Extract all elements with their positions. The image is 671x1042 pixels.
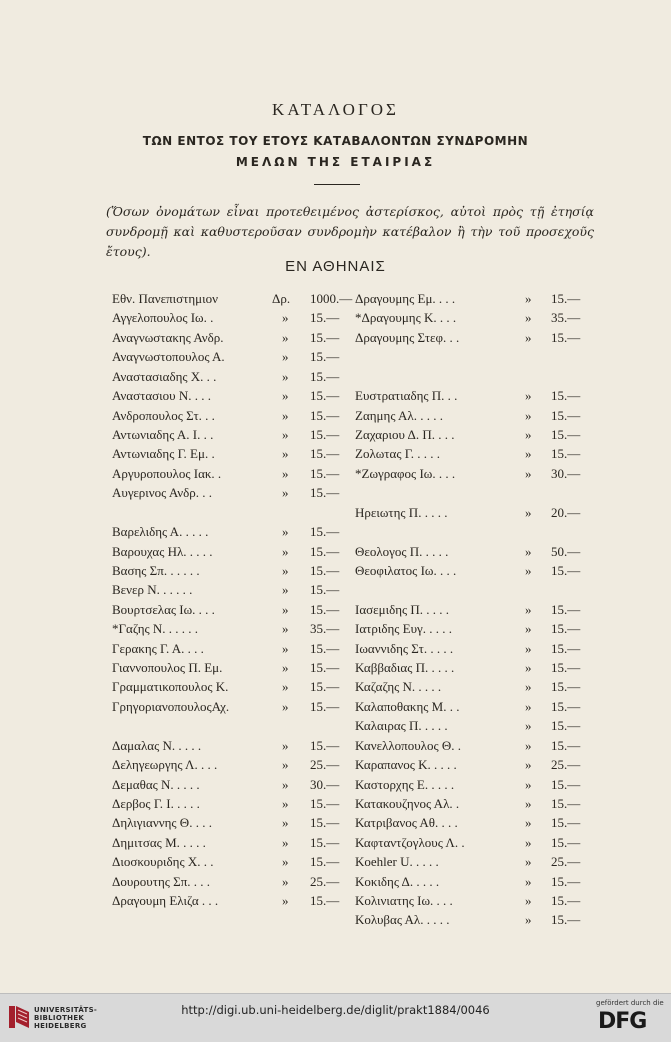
list-item — [112, 874, 348, 892]
currency-mark: » — [282, 368, 289, 384]
list-item — [355, 310, 591, 328]
amount-paid: 15.— — [551, 446, 581, 462]
currency-mark: » — [282, 640, 289, 656]
member-name: Γιαννοπουλος Π. Εμ. — [112, 660, 223, 675]
list-item — [112, 796, 348, 814]
amount-paid: 15.— — [551, 329, 581, 345]
member-name: Βασης Σπ. . . . . . — [112, 562, 200, 578]
currency-mark: » — [282, 776, 289, 792]
list-item — [112, 485, 348, 503]
page-url-link[interactable]: http://digi.ub.uni-heidelberg.de/diglit/prakt1884/0046 — [181, 1003, 490, 1017]
member-name: Δημιτσας Μ. . . . . — [112, 834, 206, 850]
currency-mark: » — [525, 562, 532, 578]
catalog-subtitle-2: ΜΕΛΩΝ ΤΗΣ ΕΤΑΙΡΙΑΣ — [235, 155, 436, 169]
member-name: Εθν. Πανεπιστημιον — [112, 291, 219, 306]
currency-mark: » — [525, 776, 532, 792]
list-item — [112, 388, 348, 406]
amount-paid: 15.— — [310, 465, 340, 481]
list-item — [112, 602, 348, 620]
member-name: Αυγερινος Ανδρ. . . — [112, 485, 213, 501]
list-item — [355, 621, 591, 639]
amount-paid: 15.— — [310, 407, 340, 423]
amount-paid: 15.— — [551, 718, 581, 734]
currency-mark: » — [525, 795, 532, 811]
currency-mark: » — [525, 407, 532, 423]
list-item — [112, 679, 348, 697]
amount-paid: 30.— — [310, 776, 340, 792]
dfg-logo: DFG — [598, 1009, 647, 1034]
member-name: Βαρελιδης Α. . . . . — [112, 524, 209, 539]
amount-paid: 15.— — [310, 446, 340, 462]
amount-paid: 15.— — [310, 737, 340, 753]
amount-paid: 1000.— — [310, 291, 353, 306]
member-name: Ιατριδης Ευγ. . . . . — [355, 621, 453, 637]
list-item — [355, 408, 591, 426]
list-item — [355, 291, 591, 309]
member-name: *Γαζης Ν. . . . . . — [112, 621, 199, 637]
member-name: Αργυροπουλος Ιακ. . — [112, 465, 222, 481]
amount-paid: 15.— — [310, 660, 340, 675]
currency-mark: » — [282, 524, 289, 539]
divider-rule — [314, 184, 360, 185]
member-name: Κανελλοπουλος Θ. . — [355, 737, 461, 753]
amount-paid: 15.— — [551, 776, 581, 792]
list-item — [112, 854, 348, 872]
list-item — [355, 330, 591, 348]
list-item — [355, 602, 591, 620]
currency-mark: » — [525, 737, 532, 753]
amount-paid: 15.— — [310, 388, 340, 404]
currency-mark: » — [282, 698, 289, 714]
list-item — [112, 777, 348, 795]
list-item — [355, 874, 591, 892]
amount-paid: 15.— — [310, 795, 340, 811]
list-item — [355, 699, 591, 717]
list-item — [355, 466, 591, 484]
amount-paid: 15.— — [551, 873, 581, 889]
member-name: Βενερ Ν. . . . . . — [112, 582, 193, 598]
list-item — [112, 408, 348, 426]
member-name: Κοκιδης Δ. . . . . — [355, 873, 440, 889]
member-name: Δηλιγιαννης Θ. . . . — [112, 815, 212, 831]
member-name: Αγγελοπουλος Ιω. . — [112, 310, 214, 326]
amount-paid: 15.— — [551, 679, 581, 695]
currency-mark: » — [282, 446, 289, 462]
member-name: Ζολωτας Γ. . . . . — [355, 446, 440, 462]
list-item — [355, 815, 591, 833]
amount-paid: 25.— — [551, 854, 581, 870]
list-item — [355, 505, 591, 523]
amount-paid: 15.— — [551, 737, 581, 753]
amount-paid: 25.— — [551, 757, 581, 773]
currency-mark: Δρ. — [272, 291, 291, 306]
currency-mark: » — [525, 543, 532, 559]
currency-mark: » — [525, 660, 532, 675]
member-name: *Ζωγραφος Ιω. . . . — [355, 465, 456, 481]
amount-paid: 15.— — [310, 854, 340, 870]
currency-mark: » — [525, 621, 532, 637]
catalog-title: ΚΑΤΑΛΟΓΟΣ — [272, 100, 399, 119]
amount-paid: 15.— — [551, 407, 581, 423]
amount-paid: 15.— — [551, 291, 581, 306]
member-name: Γερακης Γ. Α. . . . — [112, 640, 204, 656]
amount-paid: 15.— — [310, 562, 340, 578]
member-name: Καφταντζογλους Λ. . — [355, 834, 465, 850]
currency-mark: » — [282, 388, 289, 404]
list-item — [355, 544, 591, 562]
amount-paid: 15.— — [551, 621, 581, 637]
list-item — [355, 427, 591, 445]
currency-mark: » — [525, 834, 532, 850]
member-name: Koehler U. . . . . — [355, 854, 439, 870]
list-item — [112, 524, 348, 542]
currency-mark: » — [282, 407, 289, 423]
member-name: *Δραγουμης Κ. . . . — [355, 310, 457, 326]
list-item — [112, 544, 348, 562]
list-item — [355, 718, 591, 736]
currency-mark: » — [282, 757, 289, 773]
currency-mark: » — [282, 873, 289, 889]
list-item — [112, 310, 348, 328]
currency-mark: » — [282, 543, 289, 559]
amount-paid: 15.— — [310, 426, 340, 442]
member-name: Δραγουμης Εμ. . . . — [355, 291, 456, 306]
member-name: Δραγουμης Στεφ. . . — [355, 329, 460, 345]
list-item — [355, 563, 591, 581]
currency-mark: » — [282, 349, 289, 365]
member-name: Κολυβας Αλ. . . . . — [355, 912, 450, 928]
member-name: Ηρειωτης Π. . . . . — [355, 504, 448, 520]
member-name: Κατριβανος Αθ. . . . — [355, 815, 458, 831]
currency-mark: » — [282, 562, 289, 578]
currency-mark: » — [525, 426, 532, 442]
currency-mark: » — [525, 446, 532, 462]
amount-paid: 15.— — [551, 698, 581, 714]
member-name: Ζαχαριου Δ. Π. . . . — [355, 426, 455, 442]
currency-mark: » — [525, 640, 532, 656]
list-item — [355, 893, 591, 911]
amount-paid: 15.— — [310, 310, 340, 326]
currency-mark: » — [525, 854, 532, 870]
currency-mark: » — [282, 795, 289, 811]
member-name: Θεοφιλατος Ιω. . . . — [355, 562, 457, 578]
list-item — [355, 854, 591, 872]
member-name: Καραπανος Κ. . . . . — [355, 757, 457, 773]
amount-paid: 15.— — [310, 815, 340, 831]
member-name: Δαμαλας Ν. . . . . — [112, 737, 202, 753]
amount-paid: 15.— — [310, 893, 340, 908]
amount-paid: 35.— — [310, 621, 340, 637]
currency-mark: » — [525, 465, 532, 481]
member-name: Αναστασιαδης Χ. . . — [112, 368, 217, 384]
currency-mark: » — [282, 465, 289, 481]
amount-paid: 15.— — [551, 388, 581, 404]
amount-paid: 15.— — [551, 795, 581, 811]
member-name: Καζαζης Ν. . . . . — [355, 679, 442, 695]
member-name: Δεληγεωργης Λ. . . . — [112, 757, 218, 773]
member-name: Αντωνιαδης Α. Ι. . . — [112, 426, 214, 442]
asterisk-note: (Ὅσων ὀνομάτων εἶναι προτεθειμένος ἀστερίσκος, αὐτοὶ πρὸς τῇ ἐτησίᾳ συνδρομῇ καὶ καθυστεροῦσαν συνδρομὴν κατέβαλον ἢ τὴν τοῦ προσεχοῦς ἔτους). — [106, 204, 594, 259]
list-item — [112, 835, 348, 853]
list-item — [112, 466, 348, 484]
list-item — [112, 349, 348, 367]
member-name: Ζαημης Αλ. . . . . — [355, 407, 443, 423]
currency-mark: » — [282, 834, 289, 850]
amount-paid: 15.— — [551, 834, 581, 850]
member-name: Αναγνωστοπουλος Α. — [112, 349, 225, 365]
member-name: Θεολογος Π. . . . . — [355, 543, 449, 559]
amount-paid: 15.— — [310, 329, 340, 345]
list-item — [112, 815, 348, 833]
amount-paid: 15.— — [310, 679, 340, 695]
list-item — [112, 757, 348, 775]
amount-paid: 20.— — [551, 504, 581, 520]
amount-paid: 15.— — [310, 524, 340, 539]
currency-mark: » — [525, 310, 532, 326]
amount-paid: 15.— — [310, 485, 340, 501]
currency-mark: » — [525, 601, 532, 617]
list-item — [112, 427, 348, 445]
funded-by-label: gefördert durch die — [596, 999, 664, 1007]
amount-paid: 50.— — [551, 543, 581, 559]
amount-paid: 15.— — [310, 698, 340, 714]
currency-mark: » — [525, 679, 532, 695]
member-name: Κολινιατης Ιω. . . . — [355, 893, 453, 908]
member-name: Ιωαννιδης Στ. . . . . — [355, 640, 454, 656]
viewer-footer — [0, 993, 671, 1042]
amount-paid: 15.— — [310, 582, 340, 598]
amount-paid: 15.— — [551, 426, 581, 442]
list-item — [112, 699, 348, 717]
library-name: UNIVERSITÄTS- BIBLIOTHEK HEIDELBERG — [34, 1006, 98, 1030]
member-name: Δουρουτης Σπ. . . . — [112, 873, 211, 889]
amount-paid: 15.— — [551, 912, 581, 928]
list-item — [112, 563, 348, 581]
catalog-subtitle-1: ΤΩΝ ΕΝΤΟΣ ΤΟΥ ΕΤΟΥΣ ΚΑΤΑΒΑΛΟΝΤΩΝ ΣΥΝΔΡΟΜΗΝ — [142, 134, 529, 148]
amount-paid: 35.— — [551, 310, 581, 326]
amount-paid: 15.— — [551, 815, 581, 831]
member-name: Καστορχης Ε. . . . . — [355, 776, 455, 792]
list-item — [112, 641, 348, 659]
currency-mark: » — [282, 815, 289, 831]
currency-mark: » — [525, 718, 532, 734]
list-item — [355, 777, 591, 795]
list-item — [112, 330, 348, 348]
section-heading-athens: ΕΝ ΑΘΗΝΑΙΣ — [285, 258, 386, 275]
list-item — [355, 660, 591, 678]
list-item — [355, 738, 591, 756]
list-item — [112, 738, 348, 756]
list-item — [355, 446, 591, 464]
list-item — [355, 912, 591, 930]
member-name: Δεμαθας Ν. . . . . — [112, 776, 200, 792]
amount-paid: 15.— — [551, 562, 581, 578]
list-item — [112, 582, 348, 600]
list-item — [112, 291, 353, 309]
member-name: Γραμματικοπουλος Κ. — [112, 679, 229, 695]
amount-paid: 15.— — [551, 660, 581, 675]
list-item — [355, 641, 591, 659]
member-name: Καλαποθακης Μ. . . — [355, 698, 460, 714]
currency-mark: » — [282, 679, 289, 695]
currency-mark: » — [525, 388, 532, 404]
member-name: Καββαδιας Π. . . . . — [355, 660, 455, 675]
list-item — [112, 621, 348, 639]
member-name: Αναγνωστακης Ανδρ. — [112, 329, 224, 345]
currency-mark: » — [282, 329, 289, 345]
member-name: Βουρτσελας Ιω. . . . — [112, 601, 215, 617]
list-item — [355, 679, 591, 697]
amount-paid: 25.— — [310, 873, 340, 889]
currency-mark: » — [525, 893, 532, 908]
member-name: Δραγουμη Ελιζα . . . — [112, 893, 219, 908]
amount-paid: 25.— — [310, 757, 340, 773]
currency-mark: » — [525, 912, 532, 928]
amount-paid: 15.— — [551, 640, 581, 656]
currency-mark: » — [525, 815, 532, 831]
list-item — [112, 369, 348, 387]
member-name: ΓρηγοριανοπουλοςΑχ. — [112, 698, 230, 714]
amount-paid: 15.— — [310, 834, 340, 850]
list-item — [355, 388, 591, 406]
member-name: Καλαιρας Π. . . . . — [355, 718, 448, 734]
currency-mark: » — [525, 329, 532, 345]
member-name: Ιασεμιδης Π. . . . . — [355, 601, 450, 617]
list-item — [355, 796, 591, 814]
amount-paid: 15.— — [551, 601, 581, 617]
member-name: Ευστρατιαδης Π. . . — [355, 388, 458, 404]
member-name: Ανδροπουλος Στ. . . — [112, 407, 215, 423]
currency-mark: » — [282, 485, 289, 501]
currency-mark: » — [525, 873, 532, 889]
currency-mark: » — [525, 504, 532, 520]
list-item — [355, 835, 591, 853]
amount-paid: 15.— — [310, 640, 340, 656]
member-name: Διοσκουριδης Χ. . . — [112, 854, 214, 870]
member-name: Δερβος Γ. Ι. . . . . — [112, 795, 200, 811]
currency-mark: » — [282, 621, 289, 637]
amount-paid: 15.— — [551, 893, 581, 908]
currency-mark: » — [282, 310, 289, 326]
currency-mark: » — [282, 854, 289, 870]
member-name: Αναστασιου Ν. . . . — [112, 388, 211, 404]
currency-mark: » — [282, 737, 289, 753]
currency-mark: » — [282, 426, 289, 442]
amount-paid: 15.— — [310, 368, 340, 384]
amount-paid: 30.— — [551, 465, 581, 481]
amount-paid: 15.— — [310, 543, 340, 559]
list-item — [355, 757, 591, 775]
list-item — [112, 446, 348, 464]
amount-paid: 15.— — [310, 601, 340, 617]
currency-mark: » — [525, 698, 532, 714]
currency-mark: » — [282, 660, 289, 675]
currency-mark: » — [525, 757, 532, 773]
member-name: Κατακουζηνος Αλ. . — [355, 795, 460, 811]
currency-mark: » — [282, 893, 289, 908]
currency-mark: » — [282, 601, 289, 617]
amount-paid: 15.— — [310, 349, 340, 365]
currency-mark: » — [525, 291, 532, 306]
member-name: Αντωνιαδης Γ. Εμ. . — [112, 446, 215, 462]
currency-mark: » — [282, 582, 289, 598]
member-name: Βαρουχας Ηλ. . . . . — [112, 543, 213, 559]
list-item — [112, 660, 348, 678]
list-item — [112, 893, 348, 911]
